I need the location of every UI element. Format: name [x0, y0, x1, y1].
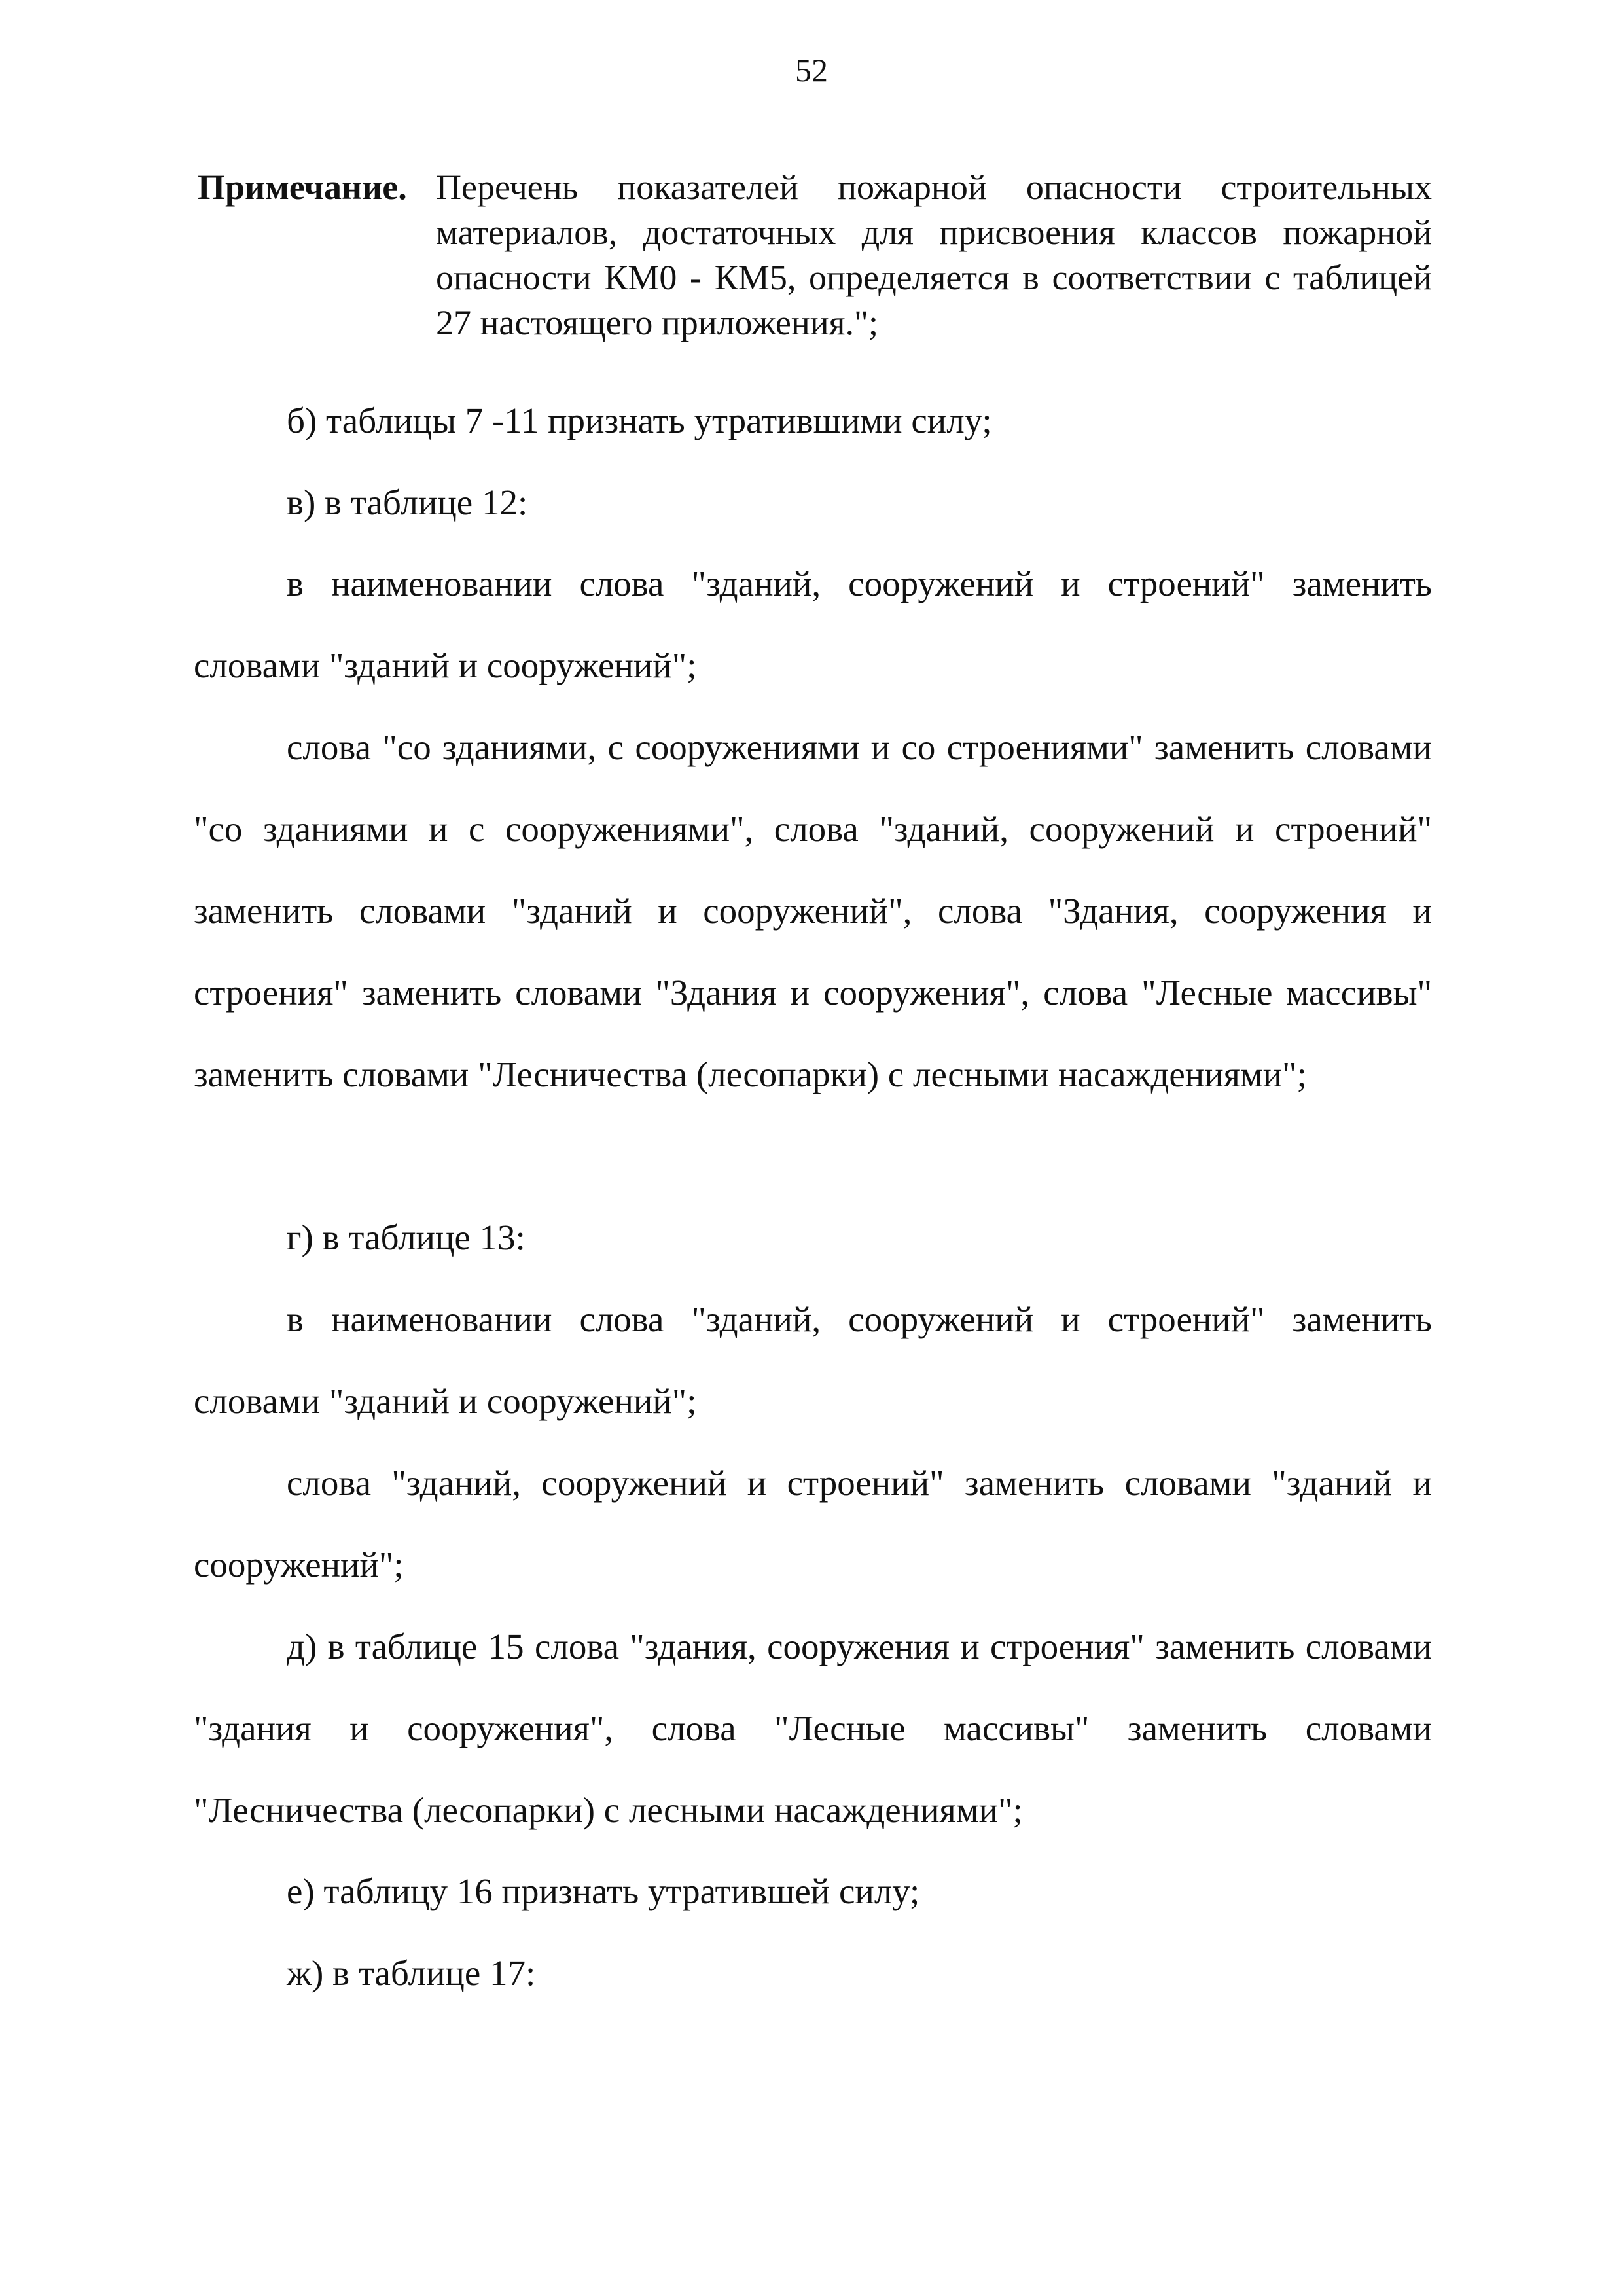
paragraph-b: б) таблицы 7 -11 признать утратившими силу; — [287, 401, 992, 440]
paragraph-v: в) в таблице 12: — [287, 482, 528, 522]
paragraph-v-name: в наименовании слова "зданий, сооружений и строений" заменить словами "зданий и сооружений"; — [194, 564, 1432, 685]
paragraph-g-words: слова "зданий, сооружений и строений" заменить словами "зданий и сооружений"; — [194, 1463, 1432, 1585]
page-number: 52 — [795, 52, 828, 88]
paragraph-g-name: в наименовании слова "зданий, сооружений и строений" заменить словами "зданий и сооружений"; — [194, 1299, 1432, 1421]
note-label: Примечание. — [198, 168, 407, 207]
note-block — [198, 165, 1432, 346]
paragraph-v-words: слова "со зданиями, с сооружениями и со строениями" заменить словами "со зданиями и с сооружениями", слова "зданий, сооружений и строений" заменить словами "зданий и сооружений", слова "Здания, сооружения и строения" заменить словами "Здания и сооружения", слова "Лесные массивы" заменить словами "Лесничества (лесопарки) с лесными насаждениями"; — [194, 727, 1432, 1094]
paragraph-zh: ж) в таблице 17: — [287, 1953, 536, 1993]
paragraph-e: е) таблицу 16 признать утратившей силу; — [287, 1871, 920, 1911]
paragraph-g: г) в таблице 13: — [287, 1217, 526, 1257]
paragraph-d: д) в таблице 15 слова "здания, сооружения и строения" заменить словами "здания и сооружения", слова "Лесные массивы" заменить словами "Лесничества (лесопарки) с лесными насаждениями"; — [194, 1626, 1432, 1830]
note-text: Перечень показателей пожарной опасности строительных материалов, достаточных для присвоения классов пожарной опасности КМ0 - КМ5, определяется в соответствии с таблицей 27 настоящего приложения."; — [436, 168, 1432, 342]
